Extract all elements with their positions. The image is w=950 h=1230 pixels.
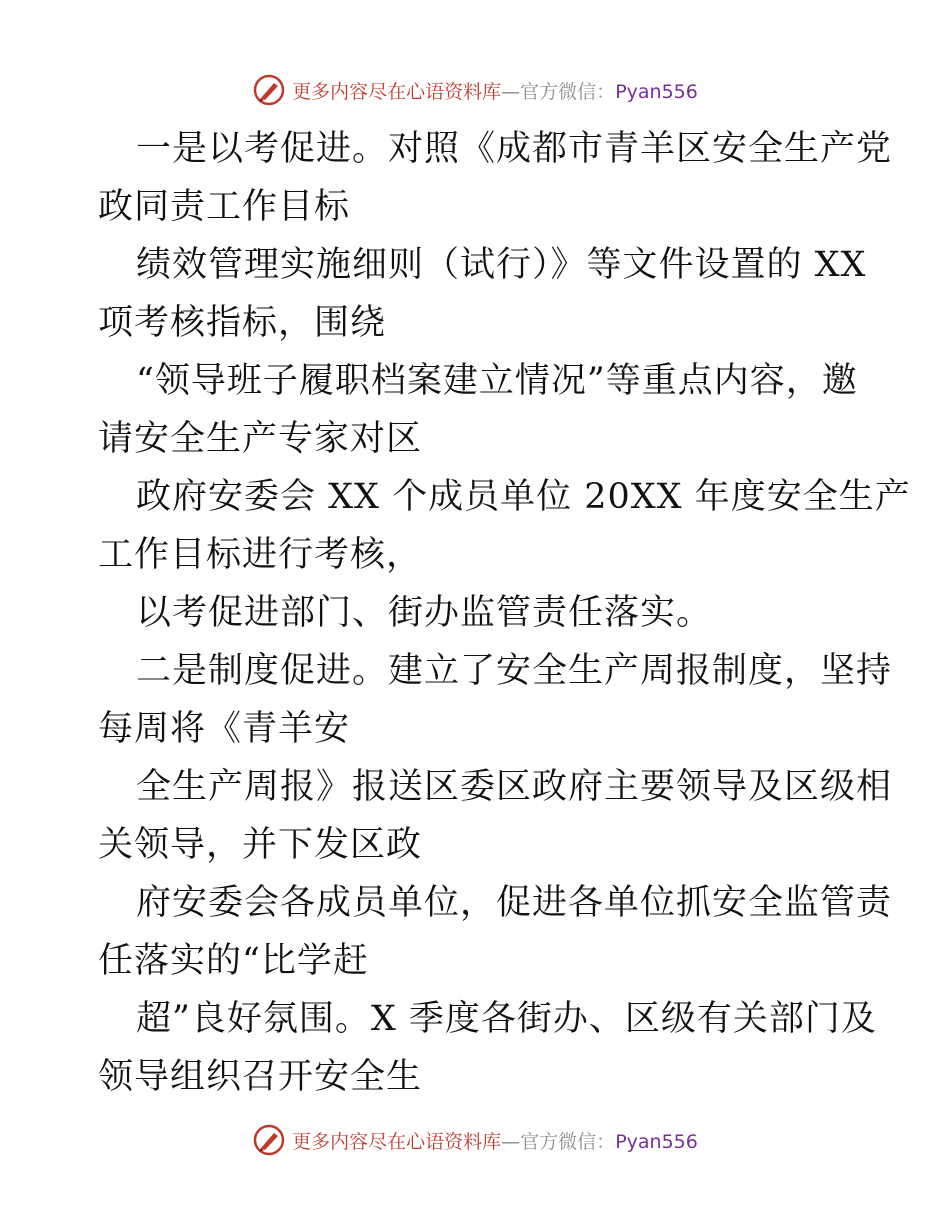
banner-separator: — — [501, 80, 521, 103]
text-line: 府安委会各成员单位，促进各单位抓安全监管责 — [136, 883, 893, 923]
banner-slogan: 更多内容尽在心语资料库 — [292, 80, 502, 103]
text-line: 请安全生产专家对区 — [98, 419, 423, 459]
text-line: 工作目标进行考核， — [98, 535, 423, 575]
banner-label: 官方微信： — [520, 80, 616, 103]
banner-slogan: 更多内容尽在心语资料库 — [292, 1130, 502, 1153]
text-line: 一是以考促进。对照《成都市青羊区安全生产党 — [136, 129, 893, 169]
text-line: 超”良好氛围。X 季度各街办、区级有关部门及 — [136, 999, 877, 1039]
text-line: 政同责工作目标 — [98, 187, 351, 227]
text-line: 领导组织召开安全生 — [98, 1057, 423, 1097]
text-line: 每周将《青羊安 — [98, 709, 351, 749]
banner-label: 官方微信： — [520, 1130, 616, 1153]
text-line: 全生产周报》报送区委区政府主要领导及区级相 — [136, 767, 893, 807]
text-line: 绩效管理实施细则（试行）》等文件设置的 XX — [136, 245, 867, 285]
pen-logo-icon — [252, 1123, 286, 1157]
banner-text — [292, 1127, 698, 1154]
banner-separator: — — [501, 1130, 521, 1153]
text-line: 以考促进部门、街办监管责任落实。 — [136, 593, 713, 633]
document-body — [98, 120, 911, 1106]
text-line: 政府安委会 XX 个成员单位 20XX 年度安全生产 — [136, 477, 911, 517]
text-line: 项考核指标，围绕 — [98, 303, 387, 343]
footer-banner — [0, 1120, 950, 1160]
banner-wechat-id: Pyan556 — [615, 80, 698, 103]
text-line: 关领导，并下发区政 — [98, 825, 423, 865]
text-line: 任落实的“比学赶 — [98, 941, 369, 981]
pen-logo-icon — [252, 73, 286, 107]
header-banner — [0, 70, 950, 110]
text-line: “领导班子履职档案建立情况”等重点内容，邀 — [136, 361, 858, 401]
banner-wechat-id: Pyan556 — [615, 1130, 698, 1153]
text-line: 二是制度促进。建立了安全生产周报制度，坚持 — [136, 651, 893, 691]
banner-text — [292, 77, 698, 104]
